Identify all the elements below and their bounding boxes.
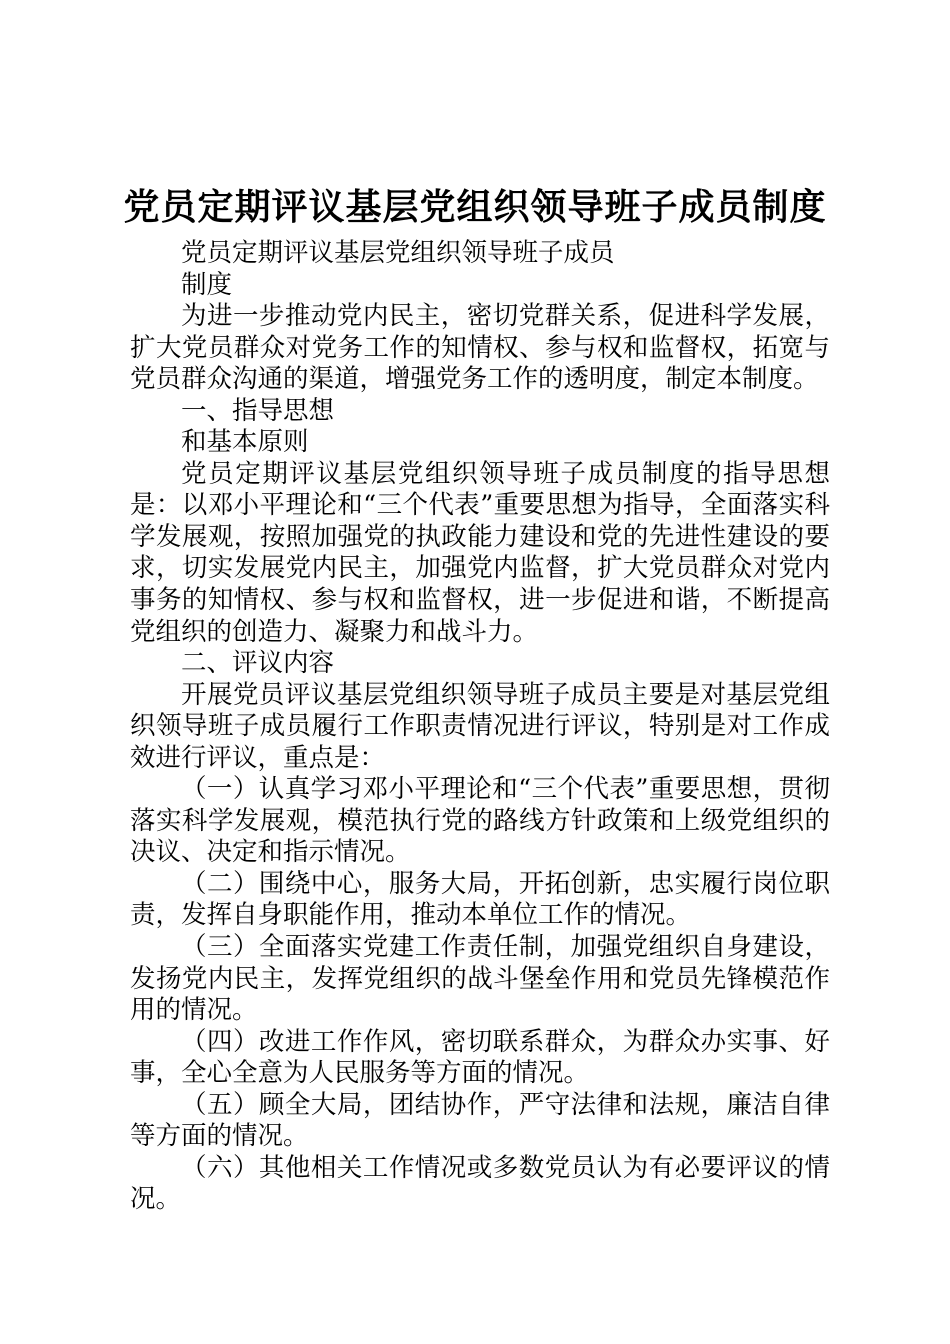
list-item: （二）围绕中心，服务大局，开拓创新，忠实履行岗位职责，发挥自身职能作用，推动本单位工作的情况。 [130,868,830,931]
section-1-heading-line-2: 和基本原则 [181,427,309,458]
subtitle-line-2: 制度 [181,269,233,300]
list-item: （五）顾全大局，团结协作，严守法律和法规，廉洁自律等方面的情况。 [130,1089,830,1152]
section-1-heading-line-1: 一、指导思想 [181,395,335,426]
list-item: （四）改进工作作风，密切联系群众，为群众办实事、好事，全心全意为人民服务等方面的情况。 [130,1026,830,1089]
subtitle-line-1: 党员定期评议基层党组织领导班子成员 [181,238,615,268]
section-2-heading: 二、评议内容 [181,648,335,679]
list-item: （一）认真学习邓小平理论和“三个代表”重要思想，贯彻落实科学发展观，模范执行党的路线方针政策和上级党组织的决议、决定和指示情况。 [130,774,830,868]
list-item: （三）全面落实党建工作责任制，加强党组织自身建设，发扬党内民主，发挥党组织的战斗堡垒作用和党员先锋模范作用的情况。 [130,932,830,1026]
document-title: 党员定期评议基层党组织领导班子成员制度 [123,186,827,228]
document-body [130,238,830,1216]
intro-paragraph: 为进一步推动党内民主，密切党群关系，促进科学发展，扩大党员群众对党务工作的知情权、参与权和监督权，拓宽与党员群众沟通的渠道，增强党务工作的透明度，制定本制度。 [130,301,830,395]
section-2-paragraph: 开展党员评议基层党组织领导班子成员主要是对基层党组织领导班子成员履行工作职责情况进行评议，特别是对工作成效进行评议，重点是： [130,679,830,773]
section-1-paragraph: 党员定期评议基层党组织领导班子成员制度的指导思想是：以邓小平理论和“三个代表”重要思想为指导，全面落实科学发展观，按照加强党的执政能力建设和党的先进性建设的要求，切实发展党内民主，加强党内监督，扩大党员群众对党内事务的知情权、参与权和监督权，进一步促进和谐，不断提高党组织的创造力、凝聚力和战斗力。 [130,458,830,647]
list-item: （六）其他相关工作情况或多数党员认为有必要评议的情况。 [130,1152,830,1215]
